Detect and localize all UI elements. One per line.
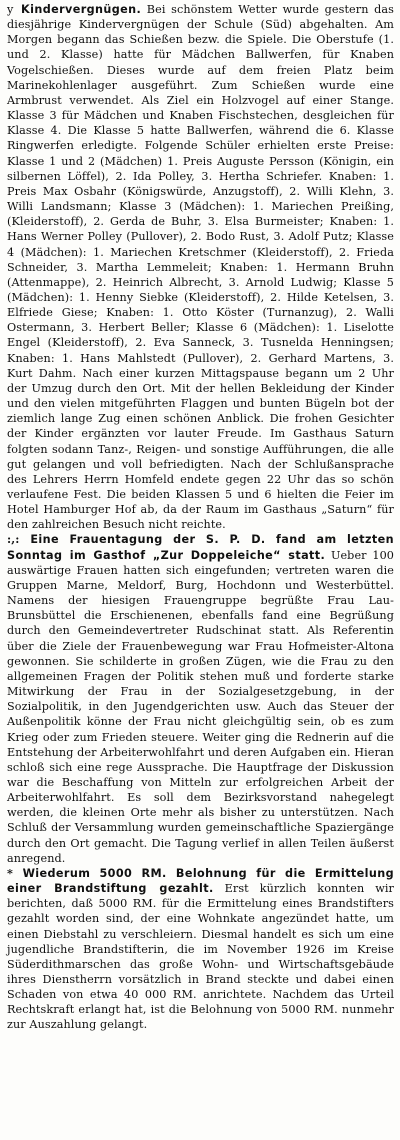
article-body: Bei schönstem Wetter wurde gestern das diesjährige Kindervergnügen der Schule (Süd) abgehalten. Am Morgen begann das Schießen bezw. die Spiele. Die Oberstufe (1. und 2. Klasse) hatte für Mädchen Ballwerfen, für Knaben Vogelschießen. Dieses wurde auf dem freien Platz beim Marinekohlenlager ausgeführt. Zum Schießen wurde eine Armbrust verwendet. Als Ziel ein Holzvogel auf einer Stange. Klasse 3 für Mädchen und Knaben Fischstechen, desgleichen für Klasse 4. Die Klasse 5 hatte Ballwerfen, während die 6. Klasse Ringwerfen erledigte. Folgende Schüler erhielten erste Preise: Klasse 1 und 2 (Mädchen) 1. Preis Auguste Persson (Königin, ein silbernen Löffel), 2. Ida Polley, 3. Hertha Schriefer. Knaben: 1. Preis Max Osbahr (Königswürde, Anzugstoff), 2. Willi Klehn, 3. Willi Landsmann; Klasse 3 (Mädchen): 1. Mariechen Preißing, (Kleiderstoff), 2. Gerda de Buhr, 3. Elsa Burmeister; Knaben: 1. Hans Werner Polley (Pullover), 2. Bodo Rust, 3. Adolf Putz; Klasse 4 (Mädchen): 1. Mariechen Kretschmer (Kleiderstoff), 2. Frieda Schneider, 3. Martha Lemmeleit; Knaben: 1. Hermann Bruhn (Attenmappe), 2. Heinrich Albrecht, 3. Arnold Ludwig; Klasse 5 (Mädchen): 1. Henny Siebke (Kleiderstoff), 2. Hilde Ketelsen, 3. Elfriede Giese; Knaben: 1. Otto Köster (Turnanzug), 2. Walli Ostermann, 3. Herbert Beller; Klasse 6 (Mädchen): 1. Liselotte Engel (Kleiderstoff), 2. Eva Sanneck, 3. Tusnelda Henningsen; Knaben: 1. Hans Mahlstedt (Pullover), 2. Gerhard Martens, 3. Kurt Dahm. Nach einer kurzen Mittagspause begann um 2 Uhr der Umzug durch den Ort. Mit der hellen Bekleidung der Kinder und den vielen mitgeführten Flaggen und bunten Bügeln bot der ziemlich lange Zug einen schönen Anblick. Die frohen Gesichter der Kinder ergänzten vor lauter Freude. Im Gasthaus Saturn folgten sodann Tanz-, Reigen- und sonstige Aufführungen, die alle gut gelangen und voll befriedigten. Nach der Schlußansprache des Lehrers Herrn Homfeld endete gegen 22 Uhr das so schön verlaufene Fest. Die beiden Klassen 5 und 6 hielten die Feier im Hotel Hamburger Hof ab, da der Raum im Gasthaus „Saturn“ für den zahlreichen Besuch nicht reichte. [7, 3, 394, 532]
article-body: Ueber 100 auswärtige Frauen hatten sich eingefunden; vertreten waren die Gruppen Marne, Meldorf, Burg, Hochdonn und Westerbüttel. Namens der hiesigen Frauengruppe begrüßte Frau Lau-Brunsbüttel die Erschienenen, ebenfalls fand eine Begrüßung durch den Gemeindevertreter Rudschinat statt. Als Referentin über die Ziele der Frauenbewegung war Frau Hofmeister-Altona gewonnen. Sie schilderte in großen Zügen, wie die Frau zu den allgemeinen Fragen der Politik stehen muß und forderte starke Mitwirkung der Frau in der Sozialgesetzgebung, in der Sozialpolitik, in den Jugendgerichten usw. Auch das Steuer der Außenpolitik könne der Frau nicht gleichgültig sein, ob es zum Krieg oder zum Frieden steuere. Weiter ging die Rednerin auf die Entstehung der Arbeiterwohlfahrt und deren Aufgaben ein. Hieran schloß sich eine rege Aussprache. Die Hauptfrage der Diskussion war die Beschaffung von Mitteln zur erfolgreichen Arbeit der Arbeiterwohlfahrt. Es soll dem Bezirksvorstand nahegelegt werden, die kleinen Orte mehr als bisher zu unterstützen. Nach Schluß der Versammlung wurden gemeinschaftliche Spaziergänge durch den Ort gemacht. Die Tagung verlief in allen Teilen äußerst anregend. [7, 548, 395, 865]
article-frauentagung [7, 532, 394, 865]
article-headline: Wiederum 5000 RM. Belohnung für die Ermittelung einer Brandstiftung gezahlt. [7, 866, 395, 896]
article-lead-mark: * [7, 865, 13, 880]
article-lead-mark: y [7, 3, 14, 16]
article-headline: Kindervergnügen. [21, 3, 142, 16]
article-body: Erst kürzlich konnten wir berichten, daß 5000 RM. für die Ermittelung eines Brandstifters gezahlt worden sind, der eine Wohnkate angezündet hatte, um einen Diebstahl zu verschleiern. Diesmal handelt es sich um eine jugendliche Brandstifterin, die im November 1926 im Kreise Süderdithmarschen das große Wohn- und Wirtschaftsgebäude ihres Dienstherrn vorsätzlich in Brand steckte und dabei einen Schaden von etwa 40 000 RM. anrichtete. Nachdem das Urteil Rechtskraft erlangt hat, ist die Belohnung von 5000 RM. nunmehr zur Auszahlung gelangt. [7, 882, 394, 1032]
article-lead-mark: :,: [7, 532, 20, 547]
article-kindervergnuegen [7, 2, 394, 532]
article-brandstiftung [7, 866, 394, 1033]
article-headline: Eine Frauentagung der S. P. D. fand am letzten Sonntag im Gasthof „Zur Doppeleiche“ statt. [7, 533, 394, 562]
